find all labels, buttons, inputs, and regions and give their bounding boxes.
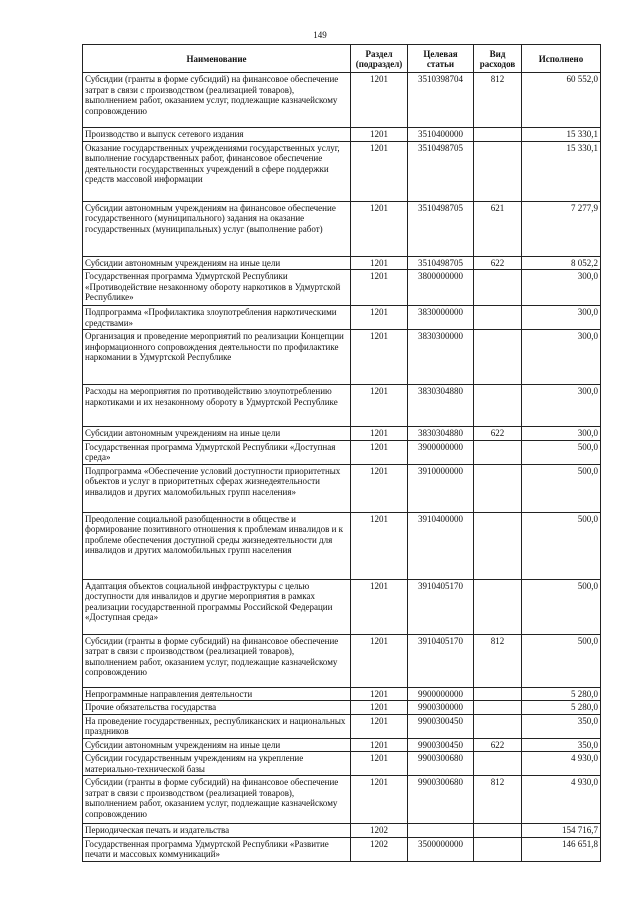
header-kind: Вид расходов — [474, 45, 522, 73]
cell-target: 3910000000 — [408, 464, 474, 512]
table-row — [83, 464, 601, 512]
cell-kind — [474, 128, 522, 142]
table-row — [83, 385, 601, 427]
cell-executed: 5 280,0 — [522, 687, 601, 701]
cell-kind — [474, 579, 522, 634]
header-executed: Исполнено — [522, 45, 601, 73]
cell-section: 1201 — [351, 73, 408, 128]
expenditure-table — [82, 44, 601, 862]
cell-name: Оказание государственных учреждениями государственных услуг, выполнение государственных работ, финансовое обеспечение деятельности государственных учреждений в сфере поддержки средств массовой информации — [83, 141, 351, 201]
cell-section: 1201 — [351, 464, 408, 512]
cell-name: Субсидии (гранты в форме субсидий) на финансовое обеспечение затрат в связи с производством (реализацией товаров), выполнением работ, оказанием услуг, подлежащие казначейскому сопровождению — [83, 634, 351, 687]
cell-section: 1201 — [351, 306, 408, 330]
cell-executed: 350,0 — [522, 738, 601, 752]
cell-kind — [474, 464, 522, 512]
cell-section: 1201 — [351, 141, 408, 201]
table-body — [83, 73, 601, 862]
cell-target: 9900300450 — [408, 714, 474, 738]
cell-executed: 4 930,0 — [522, 752, 601, 776]
cell-kind — [474, 270, 522, 306]
cell-target: 9900000000 — [408, 687, 474, 701]
cell-target: 9900300680 — [408, 752, 474, 776]
cell-kind: 622 — [474, 427, 522, 441]
cell-executed: 7 277,9 — [522, 201, 601, 256]
cell-kind: 812 — [474, 634, 522, 687]
cell-section: 1202 — [351, 824, 408, 838]
cell-target: 3830300000 — [408, 330, 474, 385]
cell-executed: 500,0 — [522, 512, 601, 579]
cell-executed: 60 552,0 — [522, 73, 601, 128]
page-number: 149 — [313, 30, 327, 40]
cell-section: 1201 — [351, 427, 408, 441]
cell-kind — [474, 714, 522, 738]
cell-kind — [474, 330, 522, 385]
table-row — [83, 73, 601, 128]
cell-kind — [474, 687, 522, 701]
cell-section: 1201 — [351, 579, 408, 634]
table-row — [83, 824, 601, 838]
cell-kind — [474, 306, 522, 330]
cell-target: 9900300000 — [408, 701, 474, 715]
cell-kind: 621 — [474, 201, 522, 256]
cell-executed: 500,0 — [522, 634, 601, 687]
cell-target: 3510498705 — [408, 256, 474, 270]
table-row — [83, 579, 601, 634]
table-row — [83, 776, 601, 824]
cell-kind — [474, 701, 522, 715]
table-row — [83, 837, 601, 861]
cell-executed: 4 930,0 — [522, 776, 601, 824]
cell-kind — [474, 440, 522, 464]
cell-executed: 5 280,0 — [522, 701, 601, 715]
cell-target: 3510398704 — [408, 73, 474, 128]
cell-kind: 622 — [474, 256, 522, 270]
cell-section: 1201 — [351, 687, 408, 701]
cell-section: 1201 — [351, 752, 408, 776]
cell-kind: 812 — [474, 73, 522, 128]
cell-section: 1201 — [351, 776, 408, 824]
cell-name: Субсидии (гранты в форме субсидий) на финансовое обеспечение затрат в связи с производством (реализацией товаров), выполнением работ, оказанием услуг, подлежащие казначейскому сопровождению — [83, 73, 351, 128]
cell-section: 1201 — [351, 512, 408, 579]
cell-target: 3510498705 — [408, 141, 474, 201]
header-row — [83, 45, 601, 73]
cell-target: 3510498705 — [408, 201, 474, 256]
cell-section: 1201 — [351, 128, 408, 142]
cell-section: 1201 — [351, 385, 408, 427]
cell-name: Субсидии автономным учреждениям на иные цели — [83, 427, 351, 441]
cell-name: Подпрограмма «Обеспечение условий доступности приоритетных объектов и услуг в приоритетных сферах жизнедеятельности инвалидов и других маломобильных групп населения» — [83, 464, 351, 512]
table-row — [83, 427, 601, 441]
header-name: Наименование — [83, 45, 351, 73]
cell-kind — [474, 752, 522, 776]
cell-target — [408, 824, 474, 838]
cell-name: Подпрограмма «Профилактика злоупотребления наркотическими средствами» — [83, 306, 351, 330]
cell-name: Периодическая печать и издательства — [83, 824, 351, 838]
cell-kind — [474, 512, 522, 579]
cell-target: 3830304880 — [408, 427, 474, 441]
cell-name: Производство и выпуск сетевого издания — [83, 128, 351, 142]
cell-target: 3910400000 — [408, 512, 474, 579]
cell-executed: 500,0 — [522, 579, 601, 634]
table-row — [83, 141, 601, 201]
table-row — [83, 440, 601, 464]
cell-name: Прочие обязательства государства — [83, 701, 351, 715]
table-row — [83, 330, 601, 385]
cell-name: Расходы на мероприятия по противодействию злоупотреблению наркотиками и их незаконному обороту в Удмуртской Республике — [83, 385, 351, 427]
cell-executed: 500,0 — [522, 464, 601, 512]
cell-section: 1201 — [351, 201, 408, 256]
table-row — [83, 634, 601, 687]
cell-section: 1201 — [351, 634, 408, 687]
cell-name: Организация и проведение мероприятий по реализации Концепции информационного сопровождения деятельности по профилактике наркомании в Удмуртской Республике — [83, 330, 351, 385]
cell-section: 1202 — [351, 837, 408, 861]
cell-target: 9900300680 — [408, 776, 474, 824]
cell-target: 3910405170 — [408, 634, 474, 687]
cell-section: 1201 — [351, 701, 408, 715]
cell-name: Субсидии автономным учреждениям на иные цели — [83, 256, 351, 270]
cell-target: 3800000000 — [408, 270, 474, 306]
cell-executed: 350,0 — [522, 714, 601, 738]
table-row — [83, 512, 601, 579]
header-section: Раздел (подраздел) — [351, 45, 408, 73]
cell-kind — [474, 141, 522, 201]
cell-section: 1201 — [351, 270, 408, 306]
cell-kind: 812 — [474, 776, 522, 824]
cell-target: 9900300450 — [408, 738, 474, 752]
cell-target: 3500000000 — [408, 837, 474, 861]
cell-name: Субсидии автономным учреждениям на иные цели — [83, 738, 351, 752]
cell-executed: 15 330,1 — [522, 141, 601, 201]
table-row — [83, 201, 601, 256]
cell-kind: 622 — [474, 738, 522, 752]
table-row — [83, 306, 601, 330]
table-row — [83, 128, 601, 142]
cell-name: Субсидии автономным учреждениям на финансовое обеспечение государственного (муниципального) задания на оказание государственных (муниципальных) услуг (выполнение работ) — [83, 201, 351, 256]
cell-section: 1201 — [351, 440, 408, 464]
cell-name: Государственная программа Удмуртской Республики «Развитие печати и массовых коммуникаций» — [83, 837, 351, 861]
cell-target: 3900000000 — [408, 440, 474, 464]
table-row — [83, 701, 601, 715]
cell-kind — [474, 824, 522, 838]
cell-executed: 8 052,2 — [522, 256, 601, 270]
cell-name: На проведение государственных, республиканских и национальных праздников — [83, 714, 351, 738]
cell-name: Государственная программа Удмуртской Республики «Доступная среда» — [83, 440, 351, 464]
cell-section: 1201 — [351, 330, 408, 385]
cell-executed: 500,0 — [522, 440, 601, 464]
cell-name: Субсидии (гранты в форме субсидий) на финансовое обеспечение затрат в связи с производством (реализацией товаров), выполнением работ, оказанием услуг, подлежащие казначейскому сопровождению — [83, 776, 351, 824]
cell-executed: 300,0 — [522, 385, 601, 427]
table-row — [83, 738, 601, 752]
cell-name: Непрограммные направления деятельности — [83, 687, 351, 701]
header-target: Целевая статьи — [408, 45, 474, 73]
cell-executed: 300,0 — [522, 270, 601, 306]
table-row — [83, 714, 601, 738]
cell-target: 3830000000 — [408, 306, 474, 330]
cell-target: 3830304880 — [408, 385, 474, 427]
cell-executed: 300,0 — [522, 427, 601, 441]
cell-kind — [474, 385, 522, 427]
table-row — [83, 270, 601, 306]
cell-target: 3910405170 — [408, 579, 474, 634]
cell-section: 1201 — [351, 714, 408, 738]
cell-executed: 300,0 — [522, 330, 601, 385]
cell-target: 3510400000 — [408, 128, 474, 142]
cell-name: Государственная программа Удмуртской Республики «Противодействие незаконному обороту наркотиков в Удмуртской Республике» — [83, 270, 351, 306]
cell-name: Адаптация объектов социальной инфраструктуры с целью доступности для инвалидов и другие мероприятия в рамках реализации государственной программы Российской Федерации «Доступная среда» — [83, 579, 351, 634]
cell-executed: 154 716,7 — [522, 824, 601, 838]
table-row — [83, 687, 601, 701]
table-row — [83, 256, 601, 270]
table-row — [83, 752, 601, 776]
cell-executed: 15 330,1 — [522, 128, 601, 142]
cell-section: 1201 — [351, 256, 408, 270]
cell-executed: 146 651,8 — [522, 837, 601, 861]
cell-executed: 300,0 — [522, 306, 601, 330]
cell-name: Преодоление социальной разобщенности в обществе и формирование позитивного отношения к проблемам инвалидов и к проблеме обеспечения доступной среды жизнедеятельности для инвалидов и других маломобильных групп населения — [83, 512, 351, 579]
cell-section: 1201 — [351, 738, 408, 752]
cell-name: Субсидии государственным учреждениям на укрепление материально-технической базы — [83, 752, 351, 776]
cell-kind — [474, 837, 522, 861]
